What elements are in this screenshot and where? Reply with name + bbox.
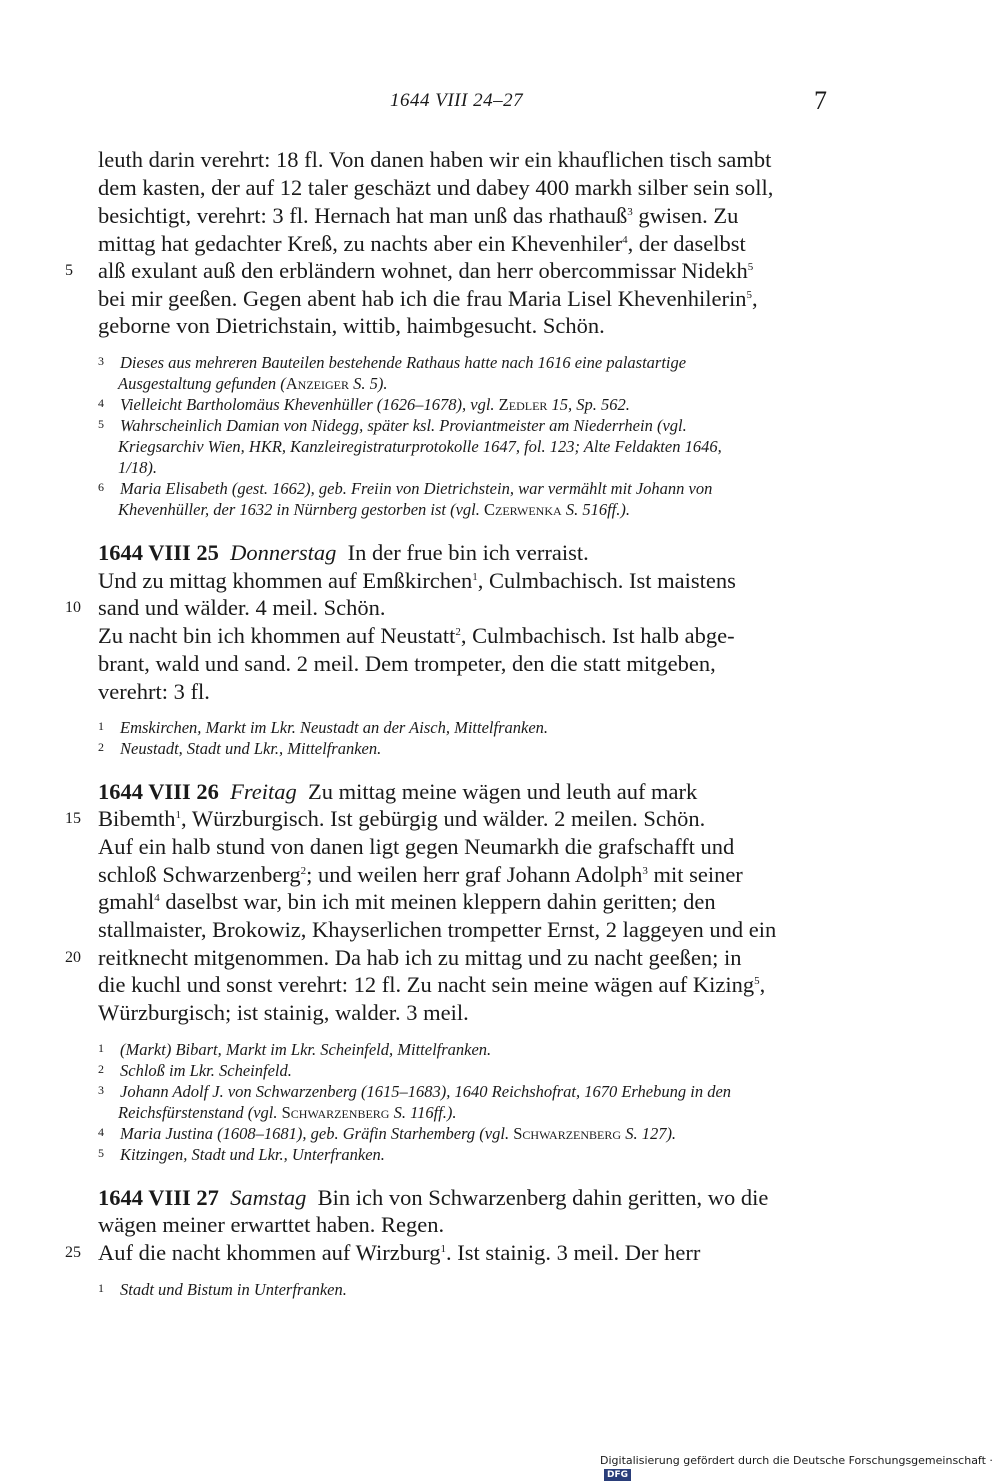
footnote: 3 Dieses aus mehreren Bauteilen bestehende Rathaus hatte nach 1616 eine palastartige	[98, 353, 687, 372]
line-number: 25	[65, 1244, 81, 1261]
footnote: 5 Wahrscheinlich Damian von Nidegg, später ksl. Proviantmeister am Niederrhein (vgl.	[98, 416, 687, 435]
digitization-credit: Digitalisierung gefördert durch die Deutsche Forschungsgemeinschaft ·DFG	[600, 1454, 993, 1480]
text-line: Bibemth$^1$, Würzburgisch. Ist gebürgig und wälder. 2 meilen. Schön.	[98, 806, 706, 831]
line-number: 20	[65, 949, 81, 966]
line-number: 15	[65, 810, 81, 827]
footnote-ref: 1	[175, 809, 181, 821]
text-line: sand und wälder. 4 meil. Schön.	[98, 595, 386, 620]
text-line: geborne von Dietrichstain, wittib, haimbgesucht. Schön.	[98, 313, 605, 338]
footnote: 1 Stadt und Bistum in Unterfranken.	[98, 1280, 347, 1299]
footnote: 6 Maria Elisabeth (gest. 1662), geb. Freiin von Dietrichstein, war vermählt mit Johann von	[98, 479, 713, 498]
running-head: 1644 VIII 24–27	[390, 90, 524, 111]
footnote-ref: 2	[300, 865, 307, 877]
footnote: Reichsfürstenstand (vgl. Schwarzenberg S. 116ff.).	[118, 1103, 457, 1122]
text-line: Würzburgisch; ist stainig, walder. 3 meil.	[98, 1000, 469, 1025]
footnote: 1 Emskirchen, Markt im Lkr. Neustadt an der Aisch, Mittelfranken.	[98, 718, 549, 737]
text-line: bei mir geeßen. Gegen abent hab ich die frau Maria Lisel Khevenhilerin$^5$,	[98, 286, 758, 311]
footnote: Ausgestaltung gefunden (Anzeiger S. 5).	[118, 374, 388, 393]
entry-heading: 1644 VIII 25 Donnerstag In der frue bin ich verraist.	[98, 540, 589, 565]
footnote: 5 Kitzingen, Stadt und Lkr., Unterfranken.	[98, 1145, 385, 1164]
footnote-ref: 1	[472, 571, 478, 583]
footnote: 4 Vielleicht Bartholomäus Khevenhüller (1626–1678), vgl. Zedler 15, Sp. 562.	[98, 395, 630, 414]
footnote: Kriegsarchiv Wien, HKR, Kanzleiregistraturprotokolle 1647, fol. 123; Alte Feldakten 1646,	[118, 437, 722, 456]
footnote-ref: 2	[455, 626, 461, 638]
text-line: brant, wald und sand. 2 meil. Dem trompeter, den die statt mitgeben,	[98, 651, 716, 676]
footnote-ref: 1	[440, 1243, 447, 1255]
entry-date: 1644 VIII 26	[98, 779, 219, 804]
text-line: leuth darin verehrt: 18 fl. Von danen haben wir ein khauflichen tisch sambt	[98, 147, 772, 172]
text-line: mittag hat gedachter Kreß, zu nachts aber ein Khevenhiler$^4$, der daselbst	[98, 231, 746, 256]
entry-date: 1644 VIII 25	[98, 540, 219, 565]
entry-heading: 1644 VIII 26 Freitag Zu mittag meine wägen und leuth auf mark	[98, 779, 698, 804]
footnote: 3 Johann Adolf J. von Schwarzenberg (1615–1683), 1640 Reichshofrat, 1670 Erhebung in den	[98, 1082, 732, 1101]
entry-date: 1644 VIII 27	[98, 1185, 219, 1210]
page-header	[0, 86, 1000, 118]
footnote: Khevenhüller, der 1632 in Nürnberg gestorben ist (vgl. Czerwenka S. 516ff.).	[118, 500, 630, 519]
entry-weekday: Freitag	[230, 779, 297, 804]
footnote-ref: 4	[154, 892, 160, 904]
footnote: 2 Schloß im Lkr. Scheinfeld.	[98, 1061, 292, 1080]
text-line: alß exulant auß den erbländern wohnet, dan herr obercommissar Nidekh$^5$	[98, 258, 754, 283]
text-line: die kuchl und sonst verehrt: 12 fl. Zu nacht sein meine wägen auf Kizing$^5$,	[98, 972, 766, 997]
footnote: 1 (Markt) Bibart, Markt im Lkr. Scheinfeld, Mittelfranken.	[98, 1040, 492, 1059]
entry-weekday: Samstag	[230, 1185, 307, 1210]
line-number: 10	[65, 599, 81, 616]
footnote: 1/18).	[118, 458, 157, 477]
page-number: 7	[814, 86, 827, 115]
entry-heading: 1644 VIII 27 Samstag Bin ich von Schwarzenberg dahin geritten, wo die	[98, 1185, 769, 1210]
line-number: 5	[65, 262, 73, 279]
text-line: verehrt: 3 fl.	[98, 679, 210, 704]
text-line: wägen meiner erwarttet haben. Regen.	[98, 1212, 445, 1237]
footnote-ref: 3	[642, 865, 648, 877]
text-line: reitknecht mitgenommen. Da hab ich zu mittag und zu nacht geeßen; in	[98, 945, 742, 970]
text-line: stallmaister, Brokowiz, Khayserlichen trompetter Ernst, 2 laggeyen und ein	[98, 917, 777, 942]
text-line: Zu nacht bin ich khommen auf Neustatt$^2$, Culmbachisch. Ist halb abge-	[98, 623, 735, 648]
text-line: besichtigt, verehrt: 3 fl. Hernach hat man unß das rhathauß$^3$ gwisen. Zu	[98, 203, 739, 228]
footnote-ref: 5	[754, 975, 760, 987]
text-line: gmahl$^4$ daselbst war, bin ich mit meinen kleppern dahin geritten; den	[98, 889, 716, 914]
footnote-ref: 5	[746, 289, 752, 301]
text-line: Auf ein halb stund von danen ligt gegen Neumarkh die grafschafft und	[98, 834, 735, 859]
footnote-ref: 5	[747, 261, 754, 273]
text-line: schloß Schwarzenberg$^2$; und weilen herr graf Johann Adolph$^3$ mit seiner	[98, 862, 743, 887]
text-line: Und zu mittag khommen auf Emßkirchen$^1$, Culmbachisch. Ist maistens	[98, 568, 736, 593]
footnote-ref: 4	[622, 234, 628, 246]
text-line: Auf die nacht khommen auf Wirzburg$^1$. Ist stainig. 3 meil. Der herr	[98, 1240, 701, 1265]
footnote: 4 Maria Justina (1608–1681), geb. Gräfin Starhemberg (vgl. Schwarzenberg S. 127).	[98, 1124, 677, 1143]
text-line: dem kasten, der auf 12 taler geschäzt und dabey 400 markh silber sein soll,	[98, 175, 774, 200]
footnote-ref: 3	[627, 206, 633, 218]
footnote: 2 Neustadt, Stadt und Lkr., Mittelfranken.	[98, 739, 382, 758]
entry-weekday: Donnerstag	[230, 540, 337, 565]
dfg-logo: DFG	[604, 1469, 631, 1481]
